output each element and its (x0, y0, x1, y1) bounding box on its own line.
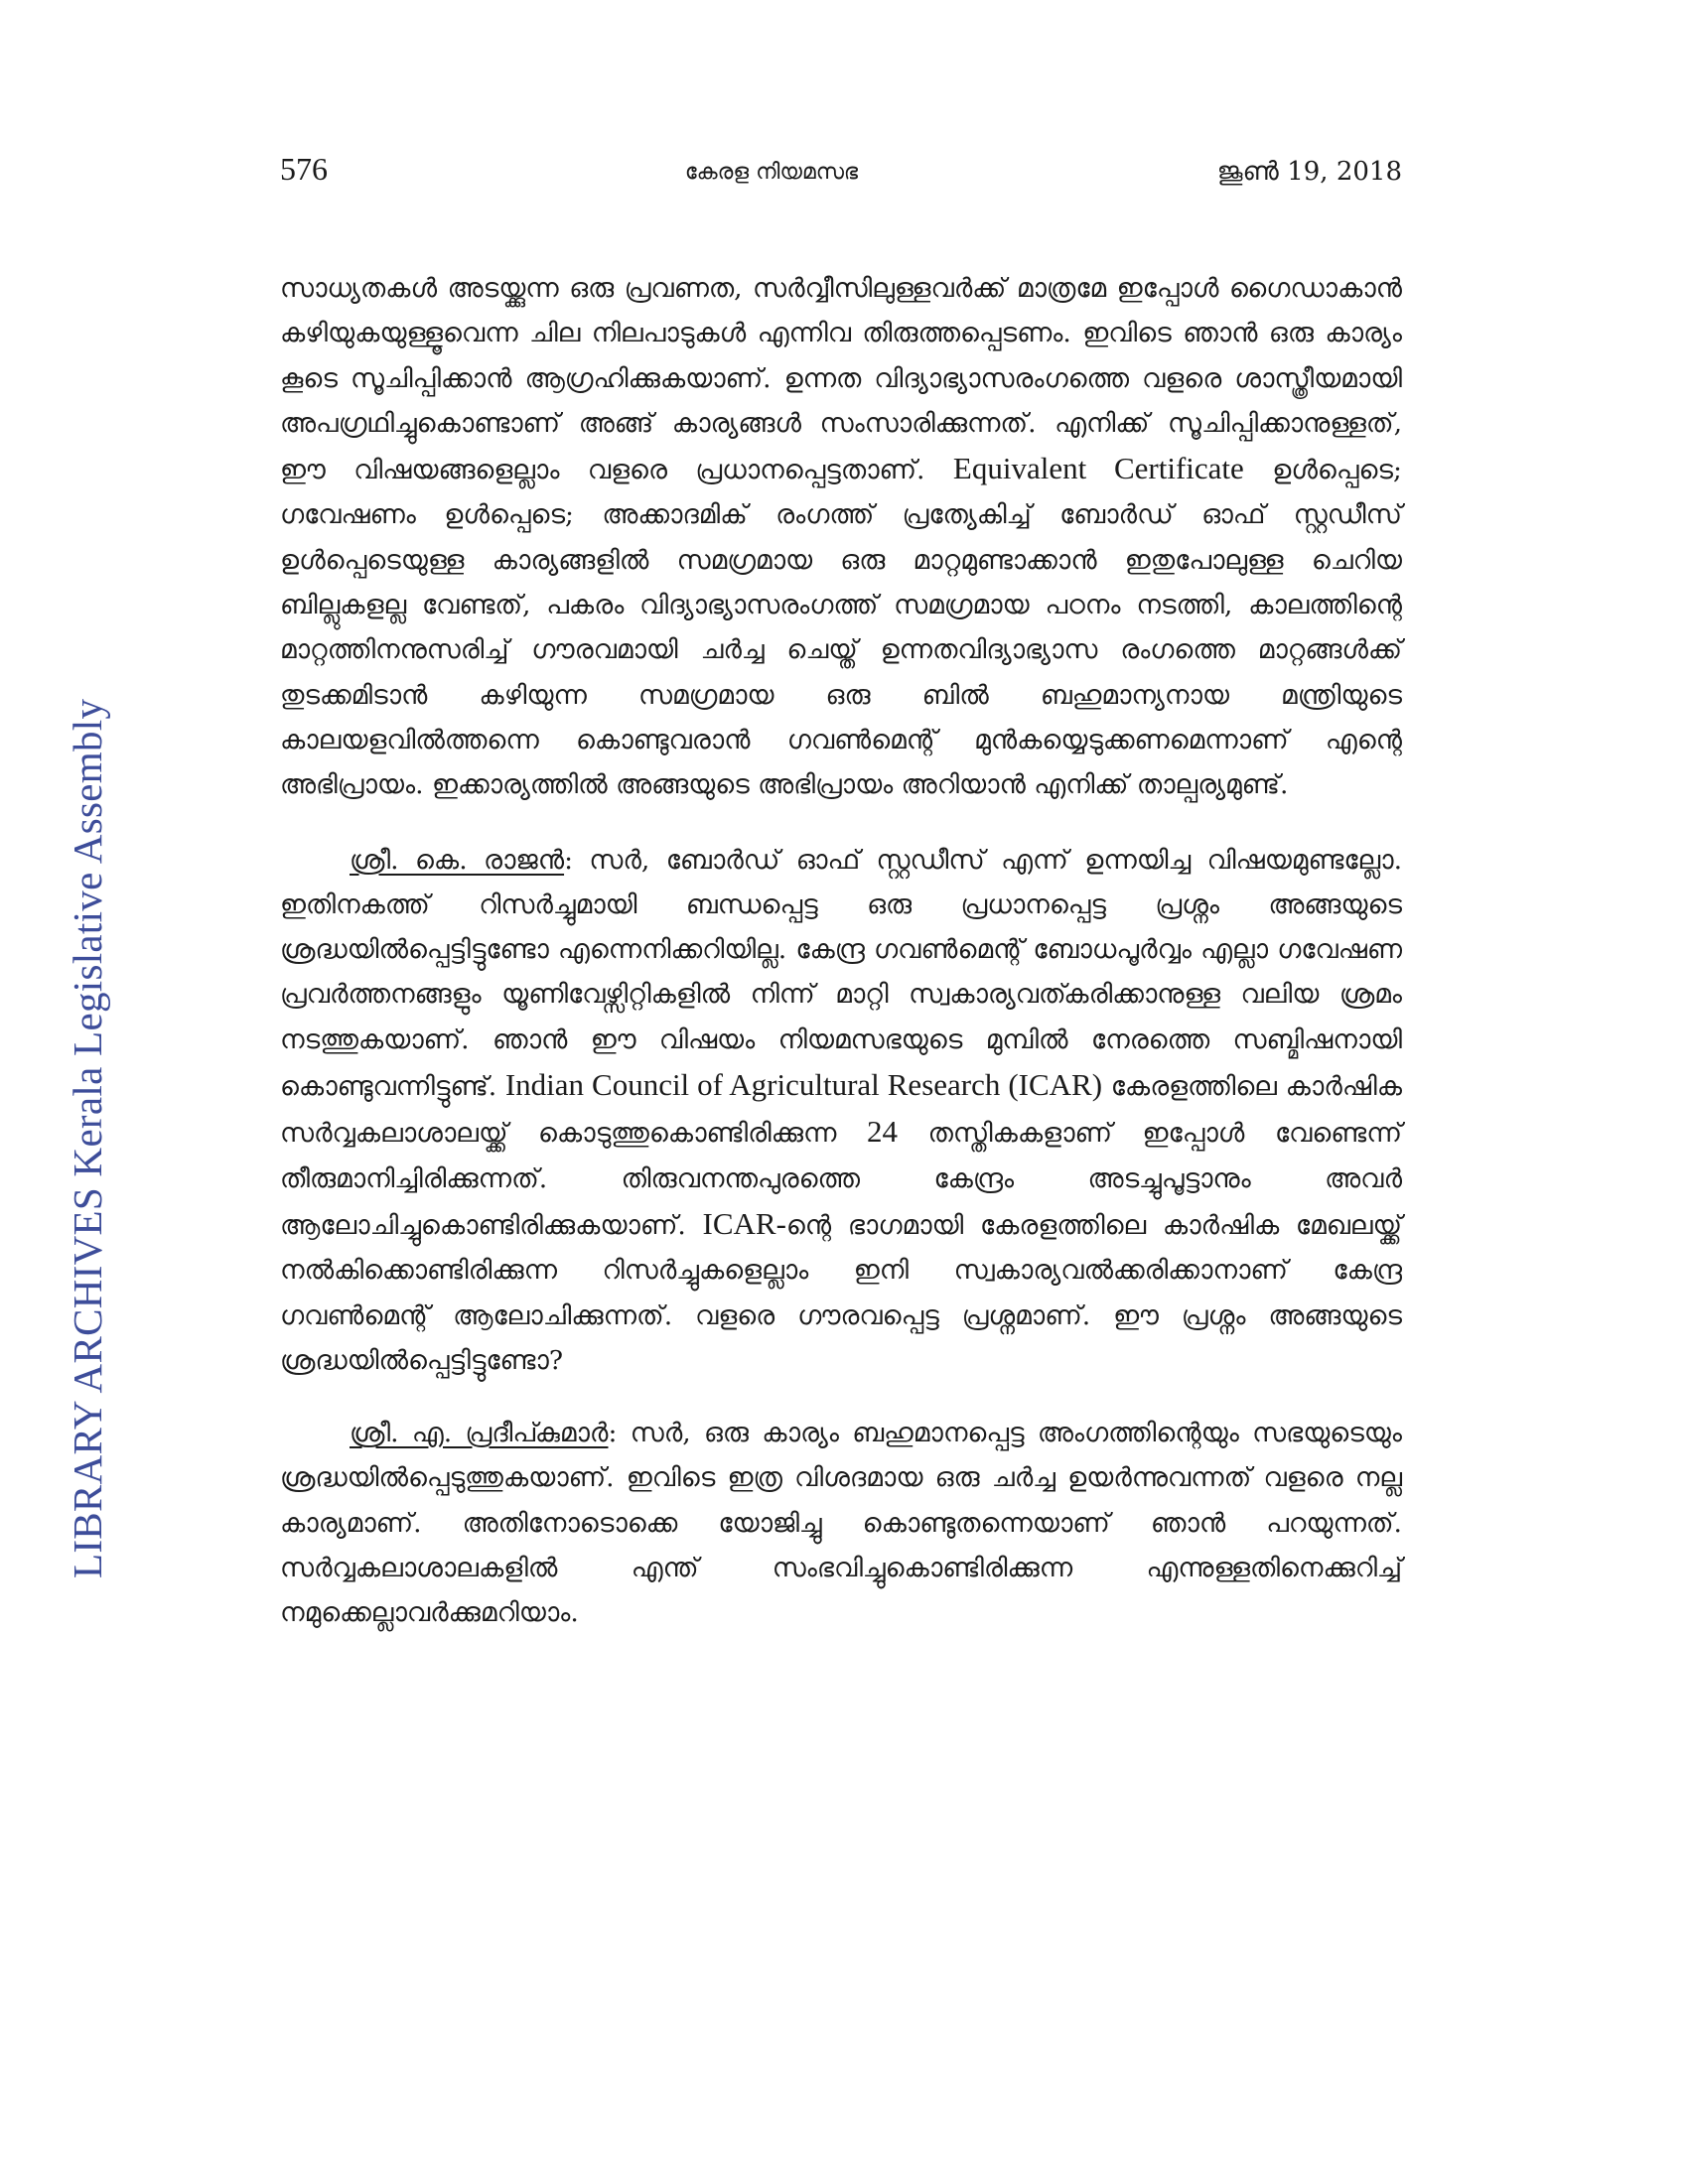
speaker-name: ശ്രീ. കെ. രാജൻ (350, 844, 565, 876)
paragraph-text: ന്റെ ഭാഗമായി കേരളത്തിലെ കാർഷിക മേഖലയ്ക്ക് നൽകിക്കൊണ്ടിരിക്കുന്ന റിസർച്ചുകളെല്ലാം ഇനി സ്വകാര്യവൽക്കരിക്കാനാണ് കേന്ദ്ര ഗവൺമെന്റ് ആലോചിക്കുന്നത്. വളരെ ഗൗരവപ്പെട്ട പ്രശ്നമാണ്. ഈ പ്രശ്നം അങ്ങയുടെ ശ്രദ്ധയിൽപ്പെട്ടിട്ടുണ്ടോ? (280, 1209, 1402, 1376)
page-number: 576 (280, 151, 328, 187)
paragraph-text: : സർ, ബോർഡ് ഓഫ് സ്റ്റഡീസ് എന്ന് ഉന്നയിച്ച വിഷയമുണ്ടല്ലോ. ഇതിനകത്ത് റിസർച്ചുമായി ബന്ധപ്പെട്ട ഒരു പ്രധാനപ്പെട്ട പ്രശ്നം അങ്ങയുടെ ശ്രദ്ധയിൽപ്പെട്ടിട്ടുണ്ടോ എന്നെനിക്കറിയില്ല. കേന്ദ്ര ഗവൺമെന്റ് ബോധപൂർവ്വം എല്ലാ ഗവേഷണ പ്രവർത്തനങ്ങളും യൂണിവേഴ്സിറ്റികളിൽ നിന്ന് മാറ്റി സ്വകാര്യവത്കരിക്കാനുള്ള വലിയ ശ്രമം നടത്തുകയാണ്. ഞാൻ ഈ വിഷയം നിയമസഭയുടെ മുമ്പിൽ നേരത്തെ സബ്മിഷനായി കൊണ്ടുവന്നിട്ടുണ്ട്. (280, 844, 1402, 1103)
paragraph-text: കേരളത്തിലെ കാർഷിക സർവ്വകലാശാലയ്ക്ക് കൊടുത്തുകൊണ്ടിരിക്കുന്ന (280, 1071, 1402, 1150)
paragraph-continuation (280, 266, 1402, 808)
document-body (280, 266, 1402, 1664)
header-date: ജൂൺ 19, 2018 (1216, 157, 1402, 187)
paragraph-text: ഉൾപ്പെടെ; ഗവേഷണം ഉൾപ്പെടെ; അക്കാദമിക് രംഗത്ത് പ്രത്യേകിച്ച് ബോർഡ് ഓഫ് സ്റ്റഡീസ് ഉൾപ്പെടെയുള്ള കാര്യങ്ങളിൽ സമഗ്രമായ ഒരു മാറ്റമുണ്ടാക്കാൻ ഇതുപോലുള്ള ചെറിയ ബില്ലുകളല്ല വേണ്ടത്, പകരം വിദ്യാഭ്യാസരംഗത്ത് സമഗ്രമായ പഠനം നടത്തി, കാലത്തിന്റെ മാറ്റത്തിനനുസരിച്ച് ഗൗരവമായി ചർച്ച ചെയ്ത് ഉന്നതവിദ്യാഭ്യാസ രംഗത്തെ മാറ്റങ്ങൾക്ക് തുടക്കമിടാൻ കഴിയുന്ന സമഗ്രമായ ഒരു ബിൽ ബഹുമാന്യനായ മന്ത്രിയുടെ കാലയളവിൽത്തന്നെ കൊണ്ടുവരാൻ ഗവൺമെന്റ് മുൻകയ്യെടുക്കണമെന്നാണ് എന്റെ അഭിപ്രായം. ഇക്കാര്യത്തിൽ അങ്ങയുടെ അഭിപ്രായം അറിയാൻ എനിക്ക് താല്പര്യമുണ്ട്. (280, 455, 1402, 801)
english-term: Indian Council of Agricultural Research (ICAR) (504, 1067, 1103, 1103)
paragraph-k-rajan (280, 838, 1402, 1384)
paragraph-a-pradeepkumar (280, 1411, 1402, 1635)
paragraph-text: തസ്തികകളാണ് ഇപ്പോൾ വേണ്ടെന്ന് തീരുമാനിച്ചിരിക്കുന്നത്. തിരുവനന്തപുരത്തെ കേന്ദ്രം അടച്ചുപൂട്ടാനും അവർ ആലോചിച്ചുകൊണ്ടിരിക്കുകയാണ്. (280, 1118, 1402, 1241)
english-term: ICAR- (702, 1205, 786, 1241)
page-header (280, 149, 1402, 199)
speaker-name: ശ്രീ. എ. പ്രദീപ്കുമാർ (350, 1418, 609, 1449)
paragraph-text: സാധ്യതകൾ അടയ്ക്കുന്ന ഒരു പ്രവണത, സർവ്വീസിലുള്ളവർക്ക് മാത്രമേ ഇപ്പോൾ ഗൈഡാകാൻ കഴിയുകയുള്ളൂവെന്ന ചില നിലപാടുകൾ എന്നിവ തിരുത്തപ്പെടണം. ഇവിടെ ഞാൻ ഒരു കാര്യം കൂടെ സൂചിപ്പിക്കാൻ ആഗ്രഹിക്കുകയാണ്. ഉന്നത വിദ്യാഭ്യാസരംഗത്തെ വളരെ ശാസ്ത്രീയമായി അപഗ്രഥിച്ചുകൊണ്ടാണ് അങ്ങ് കാര്യങ്ങൾ സംസാരിക്കുന്നത്. എനിക്ക് സൂചിപ്പിക്കാനുള്ളത്, ഈ വിഷയങ്ങളെല്ലാം വളരെ പ്രധാനപ്പെട്ടതാണ്. (280, 273, 1402, 486)
running-title: കേരള നിയമസഭ (684, 160, 859, 185)
library-archives-watermark: LIBRARY ARCHIVES Kerala Legislative Assembly (65, 698, 110, 1578)
english-term: Equivalent Certificate (952, 451, 1244, 486)
paragraph-text: : സർ, ഒരു കാര്യം ബഹുമാനപ്പെട്ട അംഗത്തിന്റെയും സഭയുടെയും ശ്രദ്ധയിൽപ്പെടുത്തുകയാണ്. ഇവിടെ ഇത്ര വിശദമായ ഒരു ചർച്ച ഉയർന്നുവന്നത് വളരെ നല്ല കാര്യമാണ്. അതിനോടൊക്കെ യോജിച്ചു കൊണ്ടുതന്നെയാണ് ഞാൻ പറയുന്നത്. സർവ്വകലാശാലകളിൽ എന്ത് സംഭവിച്ചുകൊണ്ടിരിക്കുന്ന എന്നുള്ളതിനെക്കുറിച്ച് നമുക്കെല്ലാവർക്കുമറിയാം. (280, 1418, 1402, 1629)
english-number: 24 (867, 1114, 899, 1150)
